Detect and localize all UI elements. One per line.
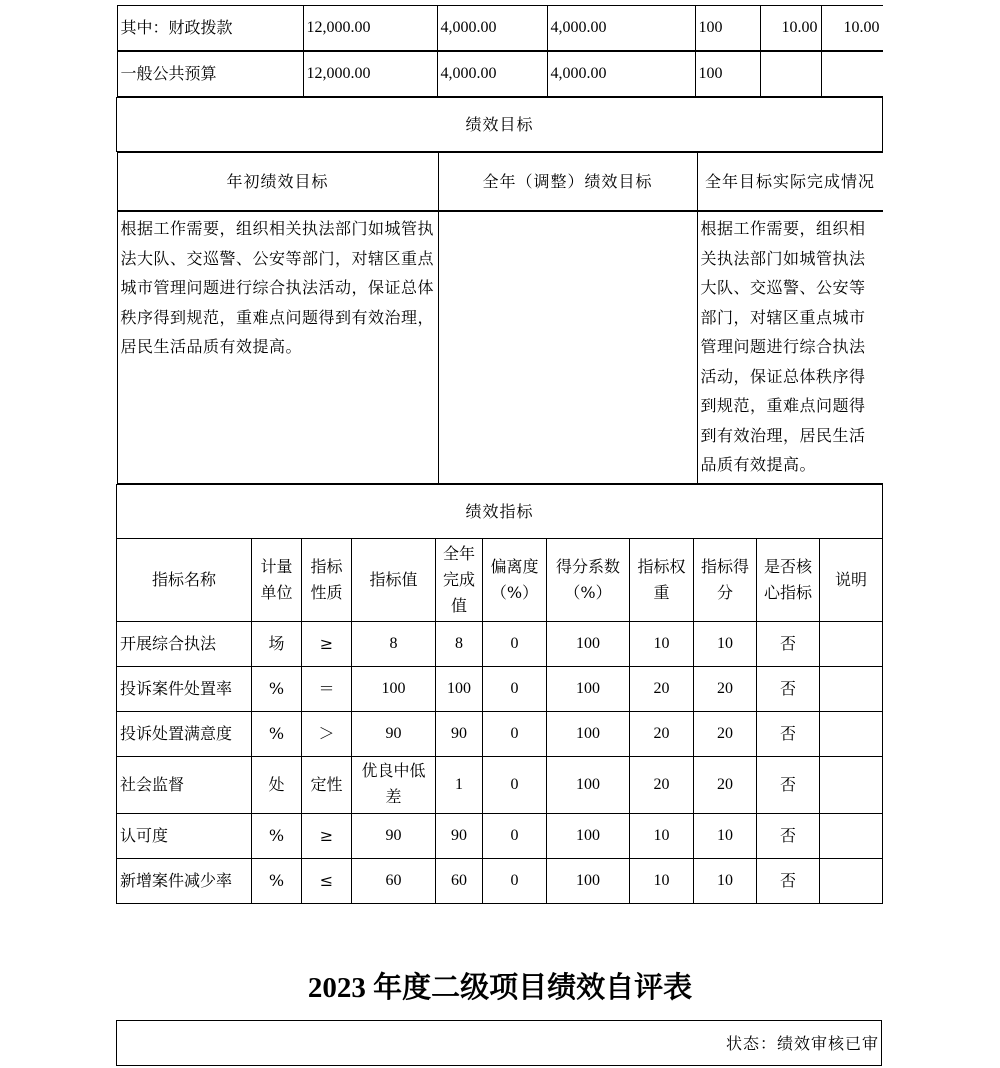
- indicator-unit: 处: [252, 757, 302, 814]
- status-box: [116, 1020, 882, 1066]
- indicator-note: [820, 622, 883, 667]
- goals-section-title: 绩效目标: [117, 98, 883, 152]
- indicator-weight: 10: [630, 859, 694, 904]
- indicator-nature: ≥: [302, 622, 352, 667]
- indicator-weight: 10: [630, 622, 694, 667]
- indicator-name: 新增案件减少率: [117, 859, 252, 904]
- indicator-core: 否: [757, 814, 820, 859]
- header-indicator-name: 指标名称: [117, 539, 252, 622]
- indicator-target: 100: [352, 667, 436, 712]
- indicator-deviation: 0: [483, 859, 547, 904]
- indicator-unit: %: [252, 859, 302, 904]
- indicator-coefficient: 100: [547, 757, 630, 814]
- funding-weight: [760, 52, 821, 97]
- goals-col-initial: 年初绩效目标: [117, 153, 438, 211]
- indicator-actual: 1: [436, 757, 483, 814]
- indicator-unit: 场: [252, 622, 302, 667]
- indicator-name: 社会监督: [117, 757, 252, 814]
- goals-header-cell: [117, 152, 883, 212]
- indicator-name: 投诉案件处置率: [117, 667, 252, 712]
- funding-budget: 12,000.00: [303, 52, 437, 97]
- header-core: 是否核心指标: [757, 539, 820, 622]
- indicator-score: 10: [694, 859, 757, 904]
- goals-section-row: [117, 98, 883, 152]
- indicator-note: [820, 667, 883, 712]
- indicator-core: 否: [757, 667, 820, 712]
- indicators-section-title: 绩效指标: [117, 485, 883, 539]
- indicator-nature: ＞: [302, 712, 352, 757]
- goals-content-row: [117, 211, 883, 485]
- indicator-score: 20: [694, 712, 757, 757]
- funding-label: 其中：财政拨款: [117, 6, 303, 51]
- funding-row: [117, 51, 883, 98]
- funding-row: [117, 5, 883, 51]
- table-row: [117, 667, 883, 712]
- indicator-core: 否: [757, 757, 820, 814]
- indicator-actual: 90: [436, 712, 483, 757]
- header-nature: 指标性质: [302, 539, 352, 622]
- indicator-core: 否: [757, 622, 820, 667]
- indicator-score: 10: [694, 814, 757, 859]
- goals-content-inner: [117, 211, 883, 484]
- funding-score: 10.00: [821, 6, 883, 51]
- indicator-coefficient: 100: [547, 814, 630, 859]
- goals-actual-text: 根据工作需要，组织相关执法部门如城管执法大队、交巡警、公安等部门，对辖区重点城市管理问题进行综合执法活动，保证总体秩序得到规范，重难点问题得到有效治理，居民生活品质有效提高。: [697, 212, 883, 484]
- funding-rate: 100: [695, 6, 760, 51]
- indicator-deviation: 0: [483, 622, 547, 667]
- document-title: 2023 年度二级项目绩效自评表: [307, 972, 693, 1004]
- funding-row-cell: [117, 5, 883, 51]
- indicator-weight: 10: [630, 814, 694, 859]
- indicator-deviation: 0: [483, 757, 547, 814]
- table-row: [117, 757, 883, 814]
- indicator-actual: 8: [436, 622, 483, 667]
- indicator-deviation: 0: [483, 814, 547, 859]
- goals-header-row: [117, 152, 883, 212]
- indicator-nature: 定性: [302, 757, 352, 814]
- indicator-note: [820, 859, 883, 904]
- indicators-section-row: [117, 485, 883, 539]
- table-row: [117, 712, 883, 757]
- indicator-name: 投诉处置满意度: [117, 712, 252, 757]
- header-coefficient: 得分系数（%）: [547, 539, 630, 622]
- indicator-actual: 60: [436, 859, 483, 904]
- funding-executed: 4,000.00: [547, 52, 695, 97]
- indicator-name: 认可度: [117, 814, 252, 859]
- indicator-deviation: 0: [483, 667, 547, 712]
- indicator-coefficient: 100: [547, 712, 630, 757]
- funding-executed: 4,000.00: [547, 6, 695, 51]
- funding-score: [821, 52, 883, 97]
- status-text: 状态：绩效审核已审: [725, 1034, 879, 1053]
- indicator-deviation: 0: [483, 712, 547, 757]
- table-row: [117, 859, 883, 904]
- indicator-coefficient: 100: [547, 667, 630, 712]
- indicator-core: 否: [757, 712, 820, 757]
- indicators-header-row: [117, 539, 883, 622]
- funding-adjusted: 4,000.00: [437, 6, 547, 51]
- funding-row-cell: [117, 51, 883, 98]
- indicator-actual: 90: [436, 814, 483, 859]
- indicator-note: [820, 757, 883, 814]
- indicator-nature: ≥: [302, 814, 352, 859]
- goals-initial-text: 根据工作需要，组织相关执法部门如城管执法大队、交巡警、公安等部门，对辖区重点城市管理问题进行综合执法活动，保证总体秩序得到规范，重难点问题得到有效治理，居民生活品质有效提高。: [117, 212, 438, 484]
- header-deviation: 偏离度（%）: [483, 539, 547, 622]
- indicator-score: 20: [694, 667, 757, 712]
- funding-adjusted: 4,000.00: [437, 52, 547, 97]
- goals-adjusted-text: [438, 212, 697, 484]
- evaluation-table-wrapper: [116, 5, 882, 904]
- indicator-core: 否: [757, 859, 820, 904]
- indicator-target: 60: [352, 859, 436, 904]
- indicator-unit: %: [252, 712, 302, 757]
- indicator-coefficient: 100: [547, 859, 630, 904]
- table-row: [117, 622, 883, 667]
- indicator-unit: %: [252, 667, 302, 712]
- indicator-weight: 20: [630, 667, 694, 712]
- funding-rate: 100: [695, 52, 760, 97]
- header-note: 说明: [820, 539, 883, 622]
- indicator-target: 8: [352, 622, 436, 667]
- header-weight: 指标权重: [630, 539, 694, 622]
- funding-label: 一般公共预算: [117, 52, 303, 97]
- indicator-weight: 20: [630, 757, 694, 814]
- indicator-target: 90: [352, 814, 436, 859]
- funding-row-inner: [117, 51, 883, 97]
- indicator-note: [820, 814, 883, 859]
- indicator-score: 20: [694, 757, 757, 814]
- funding-weight: 10.00: [760, 6, 821, 51]
- funding-row-inner: [117, 5, 883, 51]
- indicator-name: 开展综合执法: [117, 622, 252, 667]
- indicator-note: [820, 712, 883, 757]
- indicator-score: 10: [694, 622, 757, 667]
- goals-content-cell: [117, 211, 883, 485]
- indicator-actual: 100: [436, 667, 483, 712]
- indicator-weight: 20: [630, 712, 694, 757]
- indicator-target: 优良中低差: [352, 757, 436, 814]
- header-score: 指标得分: [694, 539, 757, 622]
- header-actual: 全年完成值: [436, 539, 483, 622]
- indicator-unit: %: [252, 814, 302, 859]
- indicator-nature: ＝: [302, 667, 352, 712]
- table-row: [117, 814, 883, 859]
- header-target: 指标值: [352, 539, 436, 622]
- indicator-nature: ≤: [302, 859, 352, 904]
- goals-col-adjusted: 全年（调整）绩效目标: [438, 153, 697, 211]
- goals-header-inner: [117, 152, 883, 211]
- indicator-target: 90: [352, 712, 436, 757]
- funding-budget: 12,000.00: [303, 6, 437, 51]
- indicator-coefficient: 100: [547, 622, 630, 667]
- goals-col-actual: 全年目标实际完成情况: [697, 153, 883, 211]
- header-unit: 计量单位: [252, 539, 302, 622]
- evaluation-table: [116, 5, 883, 904]
